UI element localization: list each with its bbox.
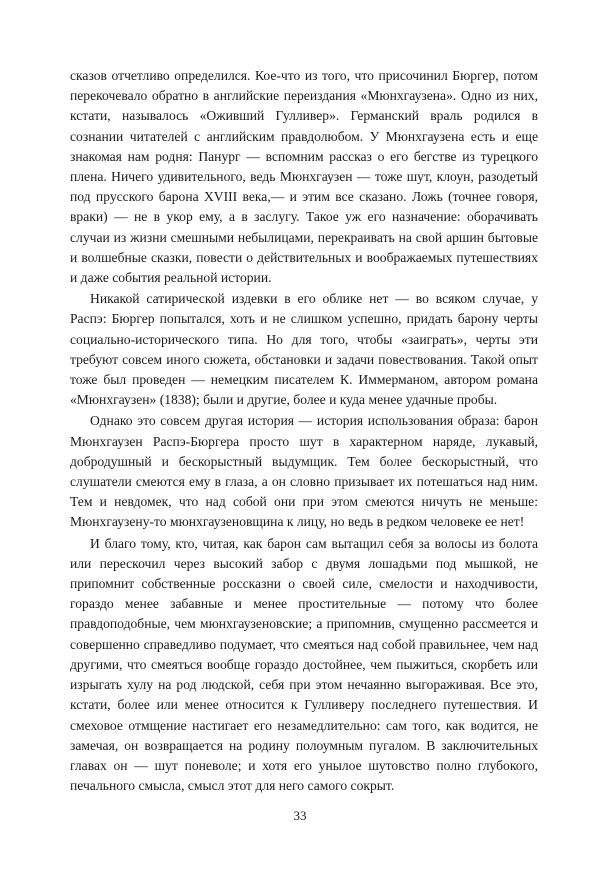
paragraph-4: И благо тому, кто, читая, как барон сам вытащил себя за волосы из болота или перескочил через высокий забор с двумя лошадьми под мышкой, не припомнит собственные россказни о своей силе, смелости и находчивости, гораздо менее забавные и менее простительные — потому что более правдоподобные, чем мюнхгаузеновские; а припомнив, смущенно рассмеется и совершенно справедливо подумает, что смеяться над собой правильнее, чем над другими, что смеяться вообще гораздо достойнее, чем пыжиться, скорбеть или изрыгать хулу на род людской, себя при этом нечаянно выгораживая. Все это, кстати, более или менее относится к Гулливеру последнего путешествия. И смеховое отмщение настигает его незамедлительно: сам того, как водится, не замечая, он возвращается на родину полоумным пугалом. В заключительных главах он — шут поневоле; и хотя его унылое шутовство полно глубокого, печального смысла, смысл этот для него самого сокрыт. <box>70 535 538 794</box>
paragraph-3: Однако это совсем другая история — история использования образа: барон Мюнхгаузен Распэ-Бюргера просто шут в характерном наряде, лукавый, добродушный и бескорыстный выдумщик. Тем более бескорыстный, что слушатели смеются ему в глаза, а он словно призывает их потешаться над ним. Тем и невдомек, что над собой они при этом смеются ничуть не меньше: Мюнхгаузену-то мюнхгаузеновщина к лицу, но ведь в редком человеке ее нет! <box>70 413 538 530</box>
paragraph-1: сказов отчетливо определился. Кое-что из того, что присочинил Бюргер, потом перекочевало обратно в английские переиздания «Мюнхгаузена». Одно из них, кстати, называлось «Оживший Гулливер». Германский враль родился в сознании читателей с английским правдолюбом. У Мюнхгаузена есть и еще знакомая нам родня: Панург — вспомним рассказ о его бегстве из турецкого плена. Ничего удивительного, ведь Мюнхгаузен — тоже шут, клоун, разодетый под прусского барона XVIII века,— и этим все сказано. Ложь (точнее говоря, враки) — не в укор ему, а в заслугу. Такое уж его назначение: оборачивать случаи из жизни смешными небылицами, перекраивать на свой аршин бытовые и волшебные сказки, повести о действительных и воображаемых путешествиях и даже события реальной истории. <box>70 68 538 286</box>
paragraph-2: Никакой сатирической издевки в его облике нет — во всяком случае, у Распэ: Бюргер попытался, хоть и не слишком успешно, придать барону черты социально-исторического типа. Но для того, чтобы «заиграть», черты эти требуют совсем иного сюжета, обстановки и задачи повествования. Такой опыт тоже был проведен — немецким писателем К. Иммерманом, автором романа «Мюнхгаузен» (1838); были и другие, более и куда менее удачные пробы. <box>70 291 538 408</box>
body-text <box>70 66 538 796</box>
page-number: 33 <box>293 808 307 823</box>
